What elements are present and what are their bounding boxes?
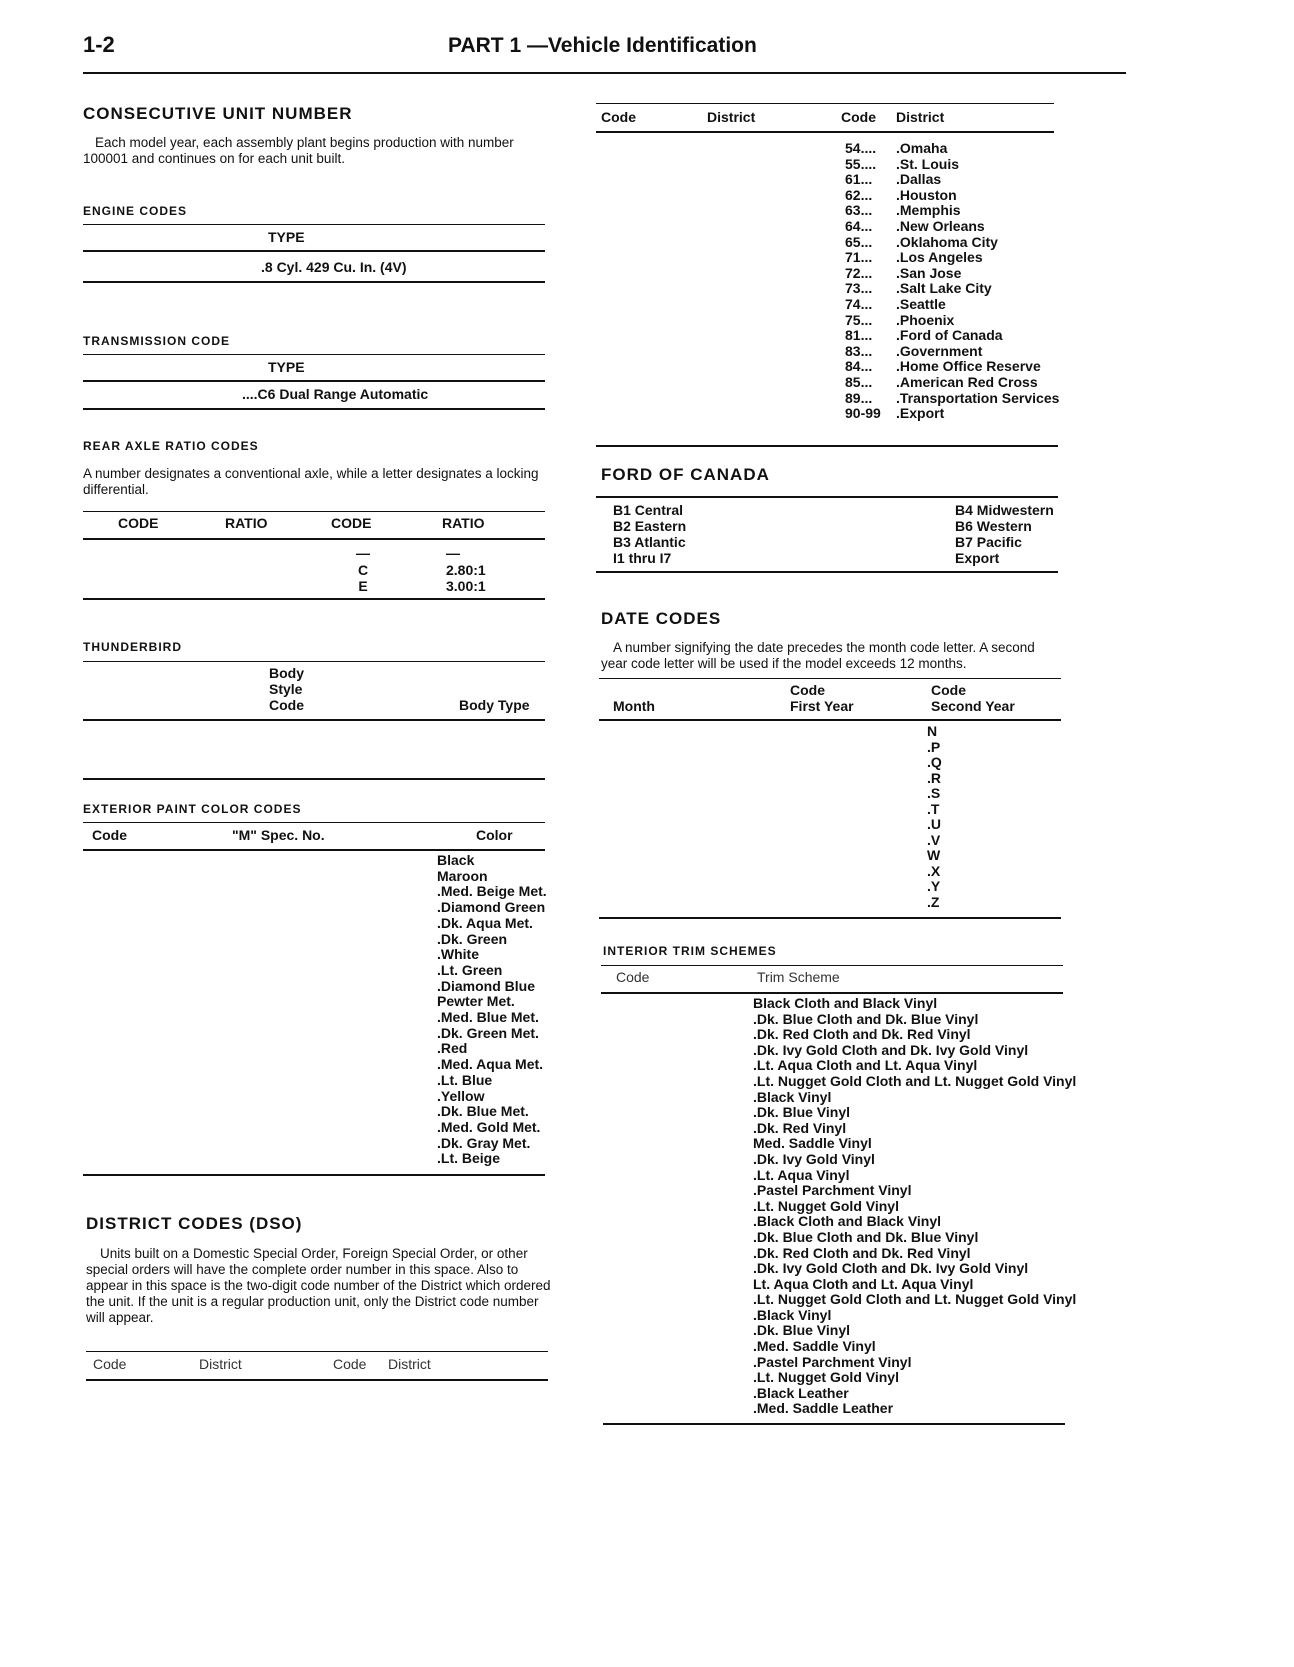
paint-header-code: Code [92, 827, 127, 843]
thunderbird-table-top-rule [83, 661, 545, 662]
paint-codes-title: EXTERIOR PAINT COLOR CODES [83, 802, 302, 816]
paint-color: .Lt. Green [437, 961, 503, 978]
district-cont-header-district-1: District [707, 109, 756, 125]
date-second-year-code: .P [927, 738, 941, 755]
canada-district: B2 Eastern [613, 518, 687, 534]
district-code: 65... [845, 233, 873, 250]
consecutive-text-line-1: Each model year, each assembly plant begins production with number [95, 135, 514, 150]
paint-color: .Lt. Beige [437, 1150, 501, 1167]
trim-scheme: .Med. Saddle Leather [753, 1400, 894, 1417]
district-name: .Ford of Canada [896, 327, 1003, 344]
canada-district: B6 Western [955, 518, 1032, 534]
paint-color: .Yellow [437, 1087, 485, 1104]
district-code: 62... [845, 186, 873, 203]
transmission-table-bottom-rule [83, 408, 545, 410]
rear-axle-header-ratio-2: RATIO [442, 515, 485, 531]
district-codes-title: DISTRICT CODES (DSO) [86, 1214, 303, 1233]
date-second-year-code: N [927, 723, 938, 739]
engine-type-header: TYPE [268, 229, 305, 245]
district-name: .Los Angeles [896, 249, 983, 266]
paint-color-list [437, 853, 547, 1167]
paint-color: .Med. Beige Met. [437, 883, 547, 900]
district-continued-bottom-rule [596, 445, 1058, 447]
canada-district: B4 Midwestern [955, 502, 1054, 518]
date-second-year-code: W [927, 847, 941, 863]
trim-table-top-rule [601, 965, 1063, 966]
transmission-header-rule [83, 380, 545, 382]
district-text-line: will appear. [86, 1310, 154, 1325]
rear-axle-title: REAR AXLE RATIO CODES [83, 439, 259, 453]
district-code: 64... [845, 217, 873, 234]
rear-axle-header-rule [83, 538, 545, 540]
trim-scheme: .Dk. Red Cloth and Dk. Red Vinyl [753, 1244, 971, 1261]
date-second-year-code: .V [927, 831, 941, 848]
district-name: .Omaha [896, 140, 948, 156]
thunderbird-table-bottom-rule [83, 778, 545, 780]
district-text [86, 1246, 551, 1326]
district-cont-header-district-2: District [896, 109, 945, 125]
date-second-year-code: .X [927, 862, 941, 879]
date-second-year-list [927, 724, 942, 910]
district-name: .Seattle [896, 295, 946, 312]
district-code: 90-99 [845, 405, 881, 422]
paint-color: .White [437, 946, 479, 963]
trim-scheme: .Dk. Red Cloth and Dk. Red Vinyl [753, 1026, 971, 1043]
engine-codes-title: ENGINE CODES [83, 204, 188, 218]
canada-top-rule [596, 496, 1058, 498]
paint-table-bottom-rule [83, 1174, 545, 1176]
rear-axle-code: C [357, 561, 369, 578]
header-rule [83, 72, 1126, 74]
date-table-bottom-rule [599, 917, 1061, 919]
district-code: 89... [845, 389, 873, 406]
district-code: 74... [845, 295, 873, 312]
paint-color: .Lt. Blue [437, 1071, 493, 1088]
district-cont-header-code-1: Code [601, 109, 636, 125]
trim-scheme: .Black Cloth and Black Vinyl [753, 1213, 942, 1230]
district-name: .Oklahoma City [896, 233, 998, 250]
district-text-line: appear in this space is the two-digit code number of the District which ordered [86, 1278, 551, 1293]
trim-scheme: .Lt. Nugget Gold Cloth and Lt. Nugget Gold Vinyl [753, 1291, 1077, 1308]
paint-color: .Red [437, 1040, 468, 1057]
rear-axle-header-code-2: CODE [331, 515, 372, 531]
district-name: .Government [896, 342, 983, 359]
district-text-line: the unit. If the unit is a regular production unit, only the District code number [86, 1294, 539, 1309]
district-code: 73... [845, 280, 873, 297]
thunderbird-header-rule [83, 719, 545, 721]
trim-scheme: .Black Leather [753, 1384, 849, 1401]
consecutive-unit-title: CONSECUTIVE UNIT NUMBER [83, 104, 353, 123]
district-header-code-2: Code [333, 1356, 367, 1372]
paint-table-top-rule [83, 822, 545, 823]
consecutive-text-line-2: 100001 and continues on for each unit built. [83, 151, 345, 166]
trim-scheme: .Lt. Nugget Gold Cloth and Lt. Nugget Gold Vinyl [753, 1072, 1077, 1089]
trim-scheme: .Lt. Nugget Gold Vinyl [753, 1369, 899, 1386]
ford-of-canada-title: FORD OF CANADA [601, 465, 770, 484]
canada-right-list [955, 502, 1054, 566]
rear-axle-text-line-2: differential. [83, 482, 149, 497]
thunderbird-body-style-code-header [269, 665, 304, 713]
district-name: .Transportation Services [896, 389, 1060, 406]
interior-trim-title: INTERIOR TRIM SCHEMES [603, 944, 777, 958]
thunderbird-header-body-type: Body Type [459, 697, 530, 713]
paint-color: .Dk. Aqua Met. [437, 914, 533, 931]
canada-district: B3 Atlantic [613, 534, 686, 550]
transmission-table-top-rule [83, 354, 545, 355]
district-header-district-1: District [199, 1356, 242, 1372]
date-header-code-1: Code [790, 682, 825, 698]
thunderbird-header-body: Body [269, 665, 304, 681]
district-name: .San Jose [896, 264, 962, 281]
district-continued-header-rule [596, 131, 1054, 133]
district-code: 84... [845, 358, 873, 375]
paint-header-rule [83, 849, 545, 851]
district-code: 85... [845, 373, 873, 390]
rear-axle-code: — [356, 545, 370, 561]
engine-table-top-rule [83, 224, 545, 225]
district-code: 55.... [845, 155, 877, 172]
rear-axle-ratio: 3.00:1 [446, 578, 486, 594]
trim-scheme: .Pastel Parchment Vinyl [753, 1182, 912, 1199]
thunderbird-header-style: Style [269, 681, 303, 697]
district-code: 54.... [845, 140, 877, 156]
paint-color: .Diamond Green [437, 899, 546, 916]
canada-district: B7 Pacific [955, 534, 1022, 550]
trim-scheme: .Black Vinyl [753, 1088, 832, 1105]
engine-table-bottom-rule [83, 281, 545, 283]
page-number: 1-2 [83, 32, 115, 57]
trim-scheme: .Dk. Blue Vinyl [753, 1104, 850, 1121]
paint-color: Maroon [437, 867, 488, 884]
district-name: .American Red Cross [896, 373, 1038, 390]
trim-scheme: .Dk. Red Vinyl [753, 1119, 847, 1136]
paint-header-color: Color [476, 827, 513, 843]
date-header-second-year [931, 682, 1015, 714]
paint-color: .Med. Gold Met. [437, 1118, 541, 1135]
trim-scheme: .Black Vinyl [753, 1306, 832, 1323]
trim-scheme: .Dk. Blue Vinyl [753, 1322, 850, 1339]
paint-color: .Dk. Green Met. [437, 1024, 539, 1041]
rear-axle-code-list [356, 545, 370, 595]
rear-axle-table-bottom-rule [83, 598, 545, 600]
date-second-year-code: .Y [927, 878, 941, 894]
canada-district: Export [955, 550, 1000, 566]
district-name: .New Orleans [896, 217, 985, 234]
paint-color: Black [437, 852, 475, 868]
date-second-year-code: .S [927, 785, 941, 801]
date-second-year-code: .Z [927, 893, 940, 910]
date-second-year-code: .Q [927, 754, 942, 770]
district-code: 71... [845, 249, 873, 266]
district-name: .Salt Lake City [896, 280, 992, 297]
rear-axle-code: E [358, 578, 368, 594]
district-header-code-1: Code [93, 1356, 127, 1372]
date-header-month: Month [613, 698, 655, 714]
trim-scheme: Lt. Aqua Cloth and Lt. Aqua Vinyl [753, 1275, 974, 1292]
rear-axle-ratio: — [446, 545, 460, 561]
rear-axle-header-code-1: CODE [118, 515, 159, 531]
district-code: 83... [845, 342, 873, 359]
date-header-code-2: Code [931, 682, 966, 698]
canada-left-list [613, 502, 686, 566]
district-text-line: special orders will have the complete order number in this space. Also to [86, 1262, 519, 1277]
paint-color: Pewter Met. [437, 993, 515, 1010]
trim-scheme: .Dk. Blue Cloth and Dk. Blue Vinyl [753, 1228, 979, 1245]
district-name: .Memphis [896, 202, 961, 219]
trim-scheme: .Lt. Aqua Vinyl [753, 1166, 850, 1183]
district-name: .Houston [896, 186, 957, 203]
district-name: .St. Louis [896, 155, 959, 172]
district-name: .Export [896, 405, 945, 422]
district-code: 63... [845, 202, 873, 219]
trim-scheme: .Dk. Ivy Gold Cloth and Dk. Ivy Gold Vinyl [753, 1260, 1029, 1277]
district-code: 61... [845, 171, 873, 188]
paint-color: .Med. Blue Met. [437, 1009, 539, 1026]
date-header-first: First Year [790, 698, 854, 714]
district-code: 75... [845, 311, 873, 328]
page-title: PART 1 —Vehicle Identification [448, 34, 757, 57]
rear-axle-table-top-rule [83, 511, 545, 512]
trim-scheme-list [753, 996, 1076, 1417]
district-name: .Home Office Reserve [896, 358, 1041, 375]
canada-bottom-rule [596, 571, 1058, 573]
trim-scheme: .Med. Saddle Vinyl [753, 1338, 876, 1355]
transmission-row: ....C6 Dual Range Automatic [242, 386, 429, 402]
district-text-line: Units built on a Domestic Special Order, Foreign Special Order, or other [100, 1246, 528, 1261]
rear-axle-text-line-1: A number designates a conventional axle, while a letter designates a locking [83, 466, 539, 481]
trim-scheme: .Dk. Ivy Gold Vinyl [753, 1150, 875, 1167]
trim-header-scheme: Trim Scheme [757, 969, 840, 985]
paint-header-spec: "M" Spec. No. [232, 827, 325, 843]
trim-scheme: Black Cloth and Black Vinyl [753, 995, 938, 1011]
date-text-line-1: A number signifying the date precedes the month code letter. A second [613, 640, 1035, 655]
date-table-top-rule [599, 678, 1061, 679]
thunderbird-title: THUNDERBIRD [83, 640, 182, 654]
paint-color: .Dk. Blue Met. [437, 1103, 529, 1120]
trim-scheme: .Lt. Nugget Gold Vinyl [753, 1197, 899, 1214]
paint-color: .Dk. Gray Met. [437, 1134, 531, 1151]
date-second-year-code: .T [927, 800, 940, 817]
transmission-type-header: TYPE [268, 359, 305, 375]
district-name-list [896, 141, 1059, 422]
date-header-first-year [790, 682, 854, 714]
district-code: 81... [845, 327, 873, 344]
district-continued-top-rule [596, 103, 1054, 104]
date-text-line-2: year code letter will be used if the model exceeds 12 months. [601, 656, 967, 671]
canada-district: I1 thru I7 [613, 550, 672, 566]
rear-axle-ratio-list [446, 545, 486, 595]
paint-color: .Med. Aqua Met. [437, 1056, 544, 1073]
district-header-district-2: District [388, 1356, 431, 1372]
trim-scheme: .Lt. Aqua Cloth and Lt. Aqua Vinyl [753, 1057, 978, 1074]
district-table-header-rule [86, 1379, 548, 1381]
trim-scheme: .Dk. Ivy Gold Cloth and Dk. Ivy Gold Vinyl [753, 1041, 1029, 1058]
trim-table-bottom-rule [603, 1423, 1065, 1425]
date-second-year-code: .R [927, 769, 941, 786]
trim-header-rule [601, 992, 1063, 994]
date-codes-title: DATE CODES [601, 609, 722, 628]
district-cont-header-code-2: Code [841, 109, 876, 125]
trim-scheme: Med. Saddle Vinyl [753, 1135, 872, 1152]
district-code-list [845, 141, 881, 422]
district-name: .Phoenix [896, 311, 955, 328]
district-name: .Dallas [896, 171, 942, 188]
date-header-rule [599, 719, 1061, 721]
rear-axle-header-ratio-1: RATIO [225, 515, 268, 531]
trim-header-code: Code [616, 969, 650, 985]
date-header-second: Second Year [931, 698, 1015, 714]
district-table-top-rule [86, 1351, 548, 1352]
paint-color: .Dk. Green [437, 930, 508, 947]
engine-header-rule [83, 250, 545, 252]
trim-scheme: .Pastel Parchment Vinyl [753, 1353, 912, 1370]
district-code: 72... [845, 264, 873, 281]
rear-axle-ratio: 2.80:1 [446, 561, 486, 578]
paint-color: .Diamond Blue [437, 977, 536, 994]
canada-district: B1 Central [613, 502, 684, 518]
trim-scheme: .Dk. Blue Cloth and Dk. Blue Vinyl [753, 1010, 979, 1027]
thunderbird-header-code: Code [269, 697, 304, 713]
transmission-title: TRANSMISSION CODE [83, 334, 231, 348]
date-second-year-code: .U [927, 816, 941, 832]
engine-row: .8 Cyl. 429 Cu. In. (4V) [261, 259, 407, 275]
